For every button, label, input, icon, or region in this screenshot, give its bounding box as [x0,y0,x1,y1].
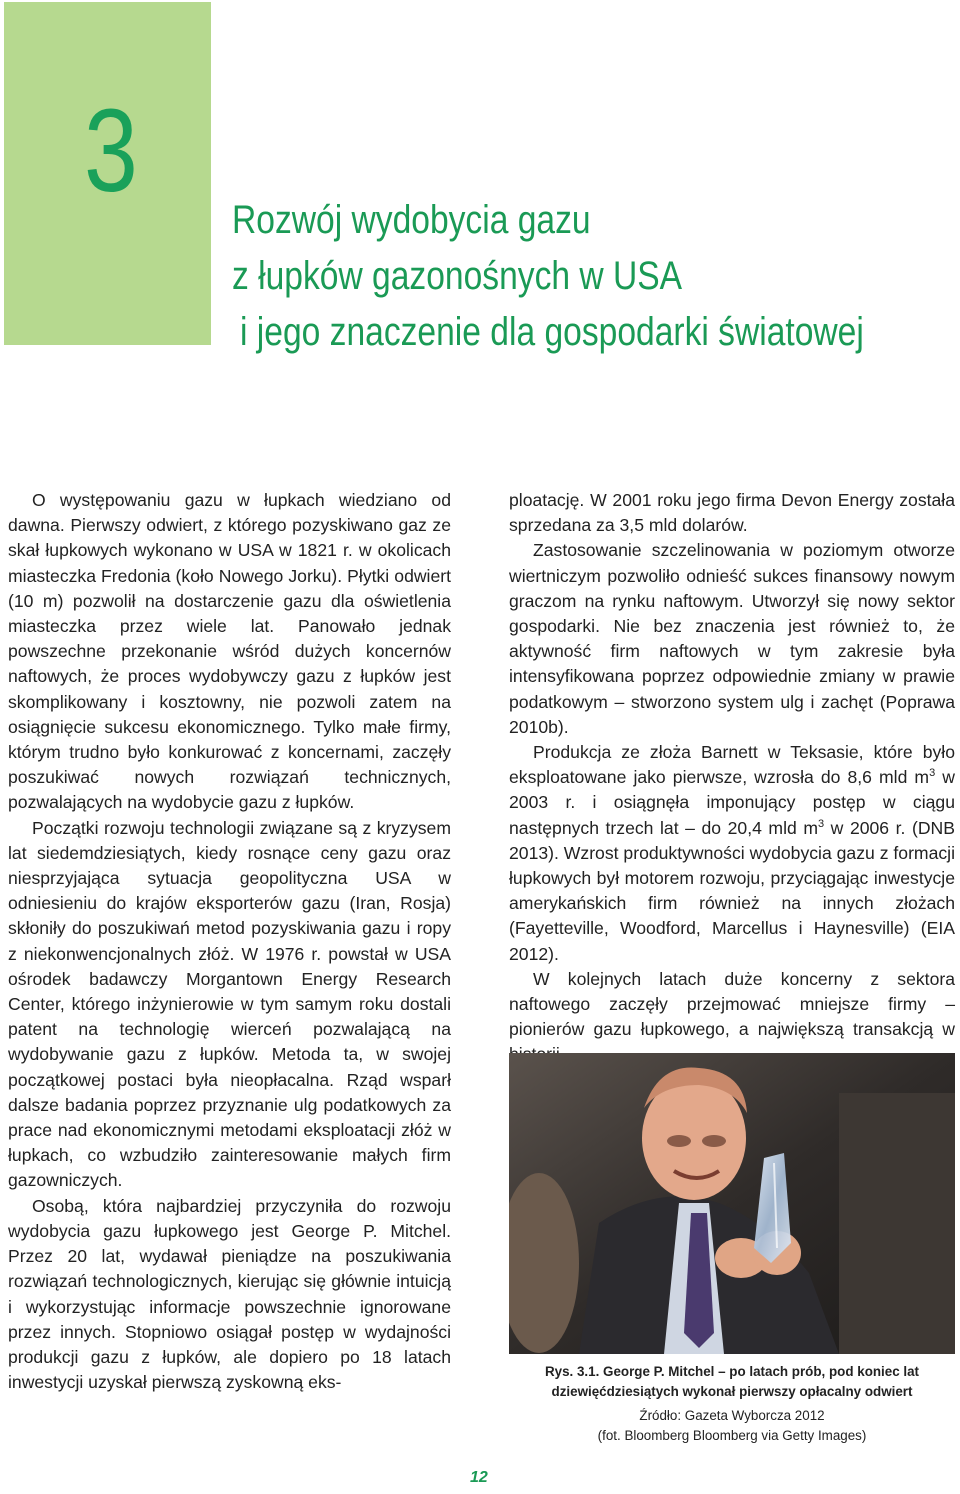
right-text-column [509,488,955,1068]
chapter-number: 3 [84,85,138,217]
paragraph: Początki rozwoju technologii związane są z kryzysem lat siedemdziesiątych, kiedy rosnące ceny gazu oraz niesprzyjająca sytuacja geopolityczna USA w odniesieniu do krajów eksporterów gazu (Iran, Rosja) skłoniły do poszukiwań metod pozyskiwania gazu i ropy z niekonwencjonalnych złóż. W 1976 r. powstał w USA ośrodek badawczy Morgantown Energy Research Center, którego inżynierowie w tym samym roku dostali patent na technologię wierceń pozwalającą na wydobywanie gazu z łupków. Metoda ta, w swojej początkowej postaci była nieopłacalna. Rząd wsparł dalsze badania poprzez przyznanie ulg podatkowych za prace nad ekonomicznymi metodami eksploatacji złóż w łupkach, co wzbudziło zainteresowanie małych firm gazowniczych. [8,817,451,1191]
chapter-title-line-1: Rozwój wydobycia gazu [232,198,591,242]
paragraph: Osobą, która najbardziej przyczyniła do rozwoju wydobycia gazu łupkowego jest George P. Mitchel. Przez 20 lat, wydawał pieniądze na poszukiwania rozwiązań technologicznych, kierując się głównie intuicją i wykorzystując informacje powszechnie ignorowane przez innych. Stopniowo osiągał postęp w wydajności produkcji gazu z łupków, ale dopiero po 18 latach inwestycji uzyskał pierwszą zyskowną eks- [8,1195,451,1393]
figure-source: Źródło: Gazeta Wyborcza 2012 (fot. Bloomberg Bloomberg via Getty Images) [597,1408,867,1443]
paragraph: ploatację. W 2001 roku jego firma Devon Energy została sprzedana za 3,5 mld dolarów. [509,490,955,536]
photo-george-mitchel [509,1053,955,1354]
paragraph: W kolejnych latach duże koncerny z sektora naftowego zaczęły przejmować mniejsze firmy – pionierów gazu łupkowego, a największą transakcją w [509,968,955,1040]
chapter-title-line-2: z łupków gazonośnych w USA [232,254,683,298]
paragraph: Zastosowanie szczelinowania w poziomym otworze wiertniczym pozwoliło odnieść sukces finansowy nowym graczom na rynku naftowym. Utworzył się nowy sektor gospodarki. Nie bez znaczenia jest również to, że aktywność firm naftowych w tym zakresie była intensyfikowana poprzez odpowiednie zmiany w prawie podatkowym – stworzono system ulg i zachęt (Poprawa 2010b). [509,540,955,737]
figure-caption: Rys. 3.1. George P. Mitchel – po latach prób, pod koniec lat dziewięćdziesiątych wykonał pierwszy opłacalny odwiert [544,1364,920,1399]
left-text-column [8,488,451,1395]
paragraph: O występowaniu gazu w łupkach wiedziano od dawna. Pierwszy odwiert, z którego pozyskiwano gaz ze skał łupkowych wykonano w USA w 1821 r. w okolicach miasteczka Fredonia (koło Nowego Jorku). Płytki odwiert (10 m) pozwolił na dostarczenie gazu dla oświetlenia miasteczka przez wiele lat. Panowało jednak powszechne przekonanie wśród dużych koncernów naftowych, że proces wydobywczy gazu z łupków jest skomplikowany i kosztowny, nie pozwoli zatem na osiągnięcie sukcesu ekonomicznego. Tylko małe firmy, którym trudno było konkurować z koncernami, zaczęły poszukiwać nowych rozwiązań technicznych, pozwalających na wydobycie gazu z łupków. [8,490,451,813]
paragraph: Produkcja ze złoża Barnett w Teksasie, które było eksploatowane jako pierwsze, wzrosła do 8,6 mld $m^3$ w 2003 r. i osiągnęła imponujący postęp w ciągu następnych trzech lat – do 20,4 mld $m^3$ w 2006 r. (DNB 2013). Wzrost produktywności wydobycia gazu z formacji łupkowych był motorem rozwoju, przyciągając inwestycje amerykańskich firm również na innych złożach (Fayetteville, Woodford, Marcellus i Haynesville) (EIA 2012). [509,742,955,964]
page-number: 12 [470,1469,488,1486]
chapter-title-line-3: i jego znaczenie dla gospodarki światowej [240,310,864,354]
